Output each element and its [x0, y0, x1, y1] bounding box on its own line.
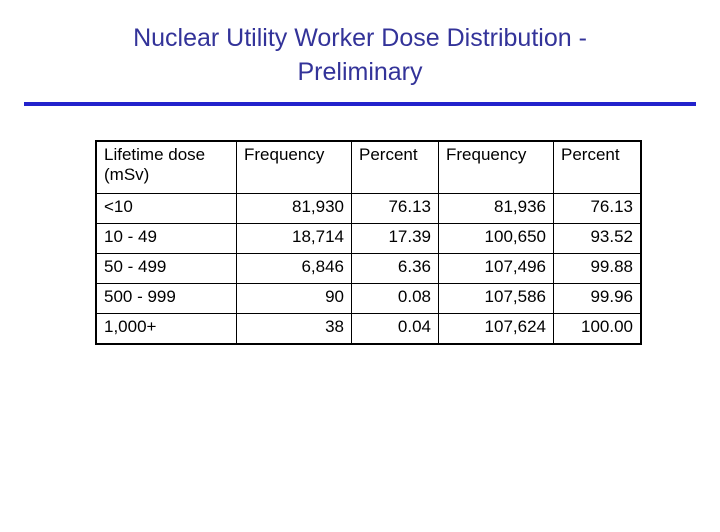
cell-frequency: 38	[237, 314, 352, 345]
cell-cumulative-frequency: 107,586	[439, 284, 554, 314]
table-row	[96, 224, 641, 254]
cell-percent: 17.39	[352, 224, 439, 254]
page-title-line-2: Preliminary	[297, 57, 423, 86]
table-row	[96, 254, 641, 284]
table-row	[96, 194, 641, 224]
cell-frequency: 18,714	[237, 224, 352, 254]
table-header-percent: Percent	[352, 141, 439, 194]
table-header-frequency: Frequency	[237, 141, 352, 194]
cell-cumulative-percent: 100.00	[554, 314, 642, 345]
cell-percent: 0.04	[352, 314, 439, 345]
cell-dose: 500 - 999	[96, 284, 237, 314]
dose-distribution-table-wrapper	[95, 140, 642, 345]
cell-dose: 1,000+	[96, 314, 237, 345]
table-header-cumulative-percent: Percent	[554, 141, 642, 194]
cell-percent: 6.36	[352, 254, 439, 284]
table-header-cumulative-frequency: Frequency	[439, 141, 554, 194]
page-title-line-1: Nuclear Utility Worker Dose Distribution -	[133, 24, 587, 52]
dose-distribution-table	[95, 140, 642, 345]
page-title	[0, 0, 720, 90]
cell-percent: 76.13	[352, 194, 439, 224]
cell-frequency: 81,930	[237, 194, 352, 224]
cell-cumulative-percent: 76.13	[554, 194, 642, 224]
cell-dose: 50 - 499	[96, 254, 237, 284]
table-header-lifetime-dose-line-1: Lifetime dose	[104, 145, 206, 164]
cell-cumulative-frequency: 100,650	[439, 224, 554, 254]
cell-dose: 10 - 49	[96, 224, 237, 254]
cell-cumulative-percent: 99.88	[554, 254, 642, 284]
table-header-row	[96, 141, 641, 194]
cell-cumulative-percent: 99.96	[554, 284, 642, 314]
table-row	[96, 284, 641, 314]
cell-frequency: 6,846	[237, 254, 352, 284]
cell-cumulative-frequency: 81,936	[439, 194, 554, 224]
table-header-lifetime-dose	[96, 141, 237, 194]
table-header-lifetime-dose-line-2: (mSv)	[104, 165, 150, 184]
table-row	[96, 314, 641, 345]
cell-cumulative-frequency: 107,624	[439, 314, 554, 345]
cell-percent: 0.08	[352, 284, 439, 314]
cell-dose: <10	[96, 194, 237, 224]
cell-cumulative-frequency: 107,496	[439, 254, 554, 284]
cell-frequency: 90	[237, 284, 352, 314]
cell-cumulative-percent: 93.52	[554, 224, 642, 254]
title-divider	[24, 102, 696, 106]
